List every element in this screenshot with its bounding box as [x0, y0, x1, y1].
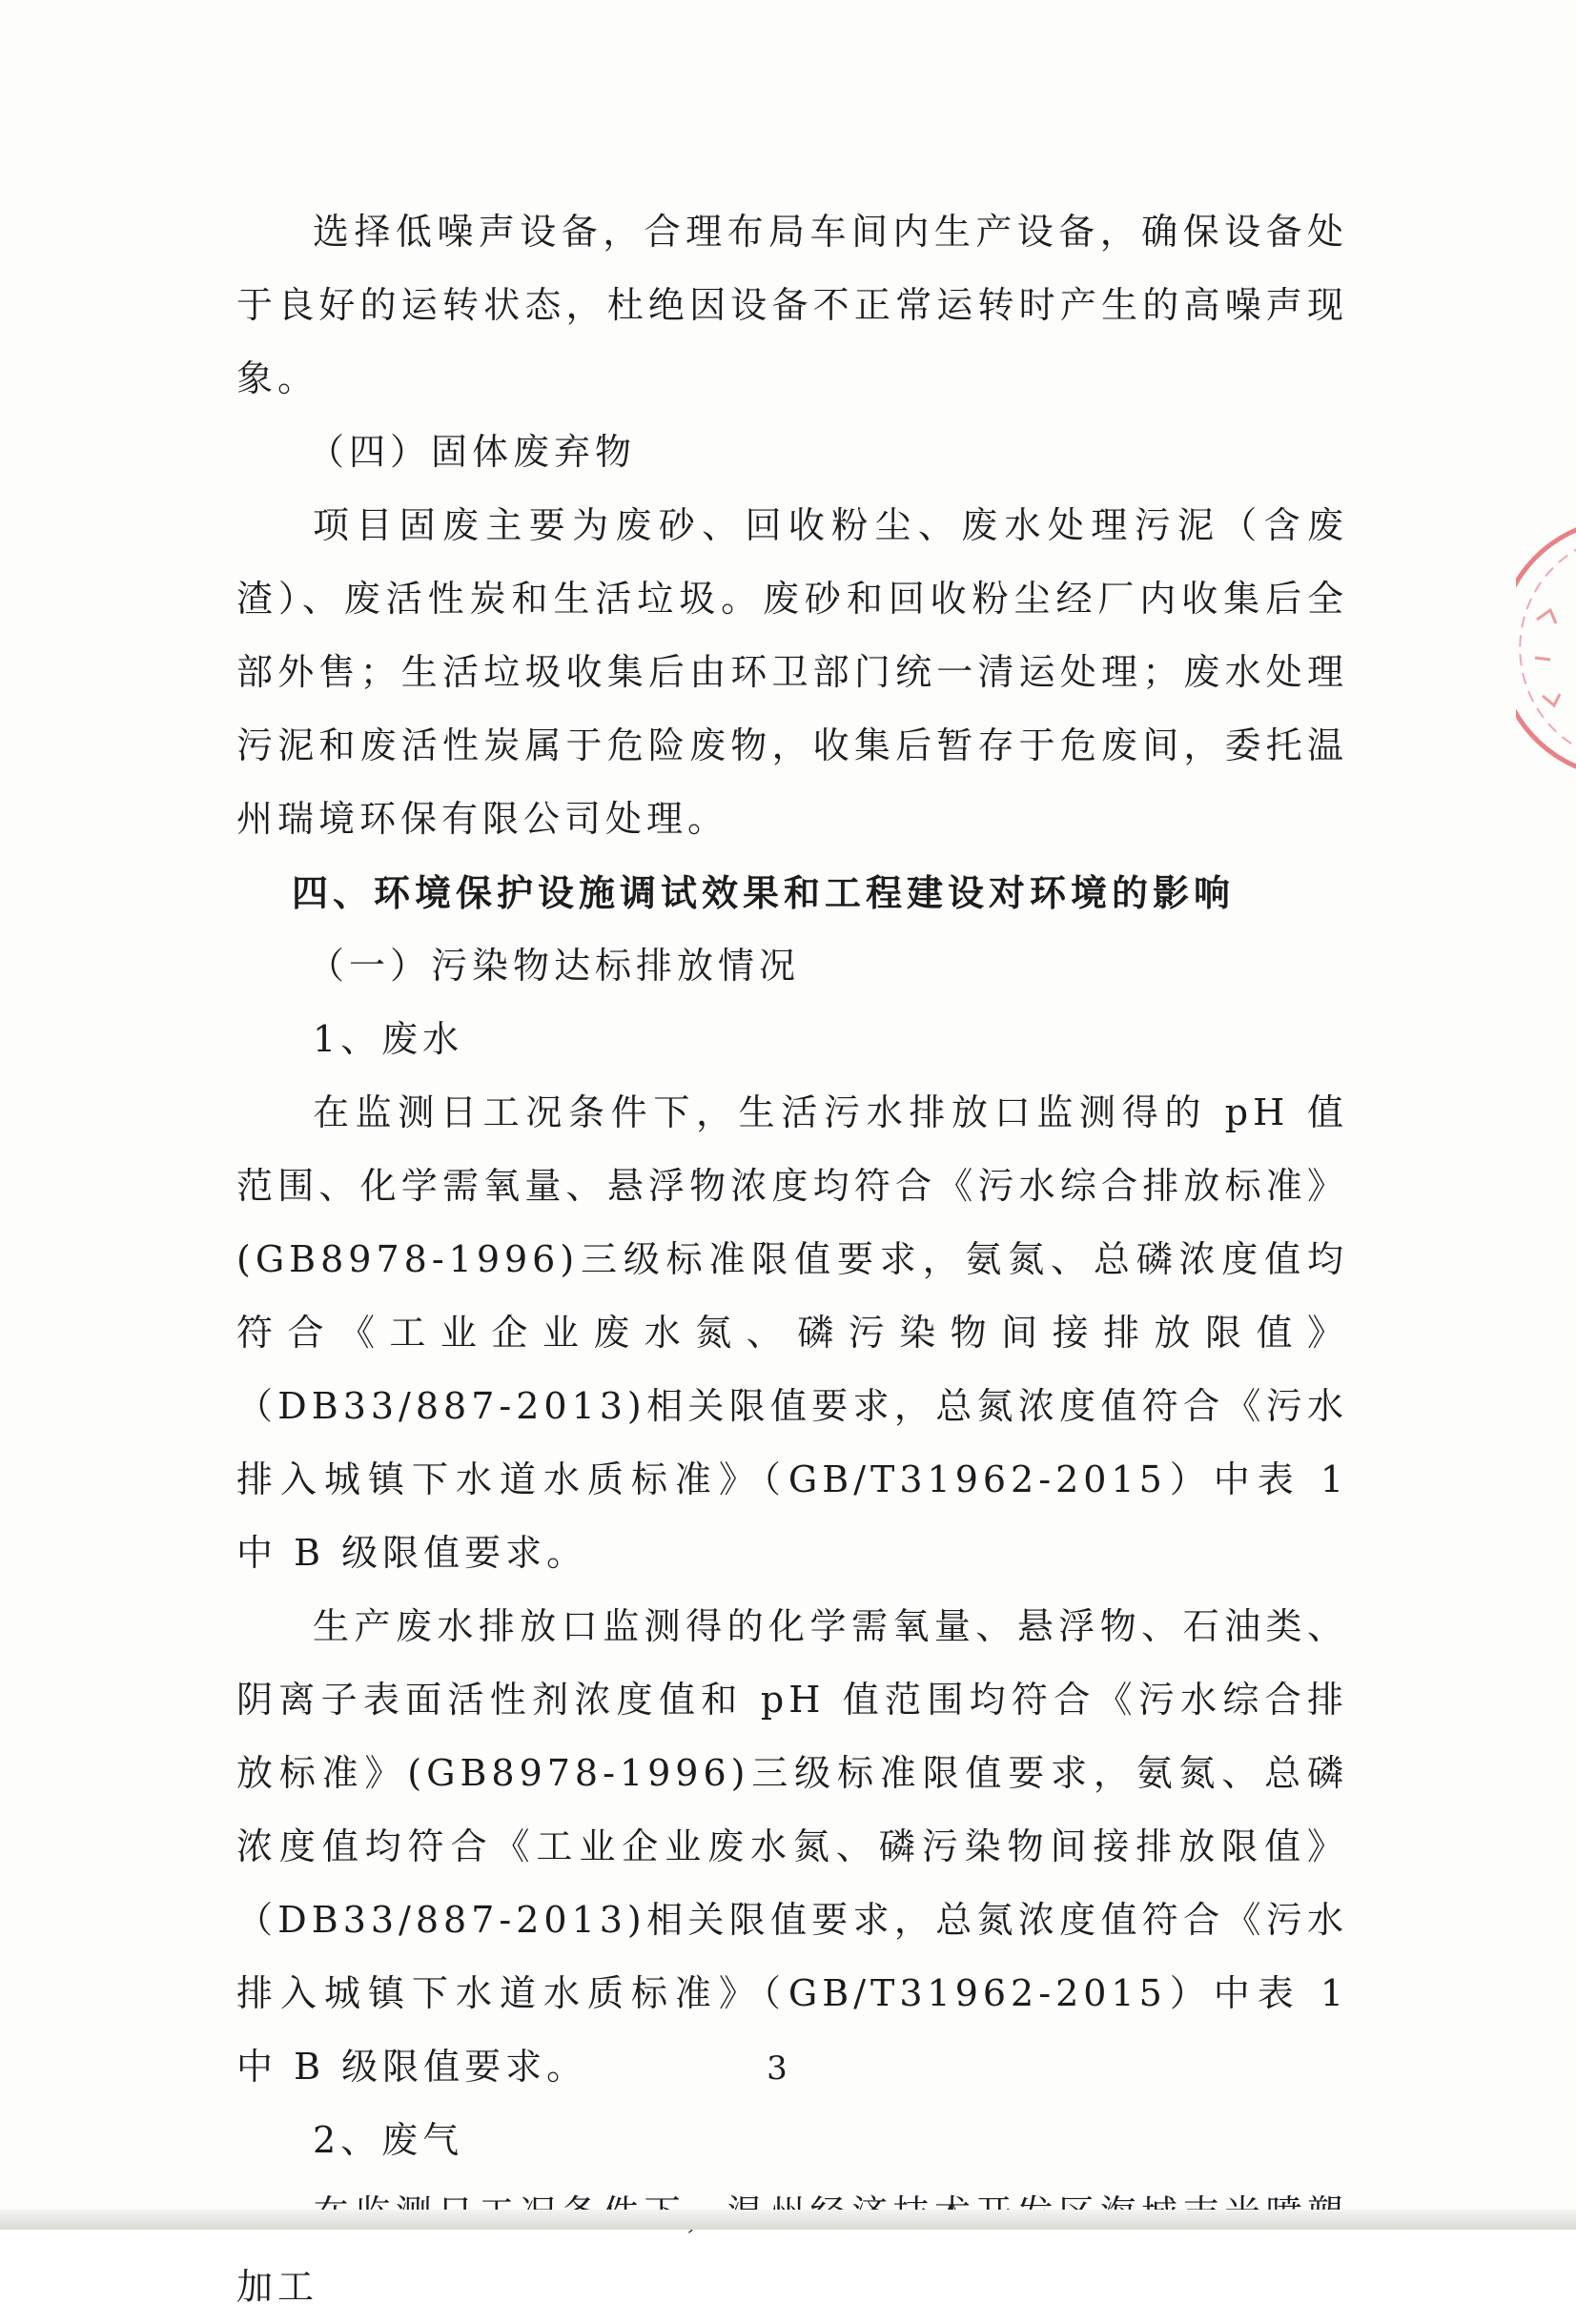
paragraph-solid-waste: 项目固废主要为废砂、回收粉尘、废水处理污泥（含废渣）、废活性炭和生活垃圾。废砂和回收粉尘经厂内收集后全部外售；生活垃圾收集后由环卫部门统一清运处理；废水处理污泥和废活性炭属于危险废物，收集后暂存于危废间，委托温州瑞境环保有限公司处理。 — [236, 504, 1348, 840]
paragraph-production-wastewater: 生产废水排放口监测得的化学需氧量、悬浮物、石油类、阴离子表面活性剂浓度值和 pH 值范围均符合《污水综合排放标准》(GB8978-1996)三级标准限值要求，氨氮、总磷浓度值均符合《工业企业废水氮、磷污染物间接排放限值》（DB33/887-2013)相关限值要求，总氮浓度值符合《污水排入城镇下水道水质标准》（GB/T31962-2015）中表 1 中 B 级限值要求。 — [236, 1605, 1348, 2088]
section-heading-solid-waste: （四）固体废弃物 — [308, 431, 637, 473]
subsection-heading-wastewater: 1、废水 — [313, 1018, 464, 1060]
red-seal-stamp — [1516, 505, 1576, 791]
subsection-heading-exhaust-gas: 2、废气 — [313, 2119, 464, 2161]
chapter-heading-environmental-effects: 四、环境保护设施调试效果和工程建设对环境的影响 — [292, 871, 1236, 914]
paragraph-noise-control: 选择低噪声设备，合理布局车间内生产设备，确保设备处于良好的运转状态，杜绝因设备不正常运转时产生的高噪声现象。 — [236, 211, 1348, 399]
paragraph-domestic-wastewater: 在监测日工况条件下，生活污水排放口监测得的 pH 值范围、化学需氧量、悬浮物浓度均符合《污水综合排放标准》(GB8978-1996)三级标准限值要求，氨氮、总磷浓度值均符合《工业企业废水氮、磷污染物间接排放限值》（DB33/887-2013)相关限值要求，总氮浓度值符合《污水排入城镇下水道水质标准》（GB/T31962-2015）中表 1 中 B 级限值要求。 — [236, 1091, 1348, 1574]
scan-edge-shadow — [0, 2210, 1576, 2230]
paragraph-exhaust-gas: 加工 — [236, 2266, 319, 2308]
section-heading-pollutant-discharge: （一）污染物达标排放情况 — [308, 945, 801, 987]
document-body — [236, 195, 1348, 2324]
page-number: 3 — [767, 2049, 788, 2088]
